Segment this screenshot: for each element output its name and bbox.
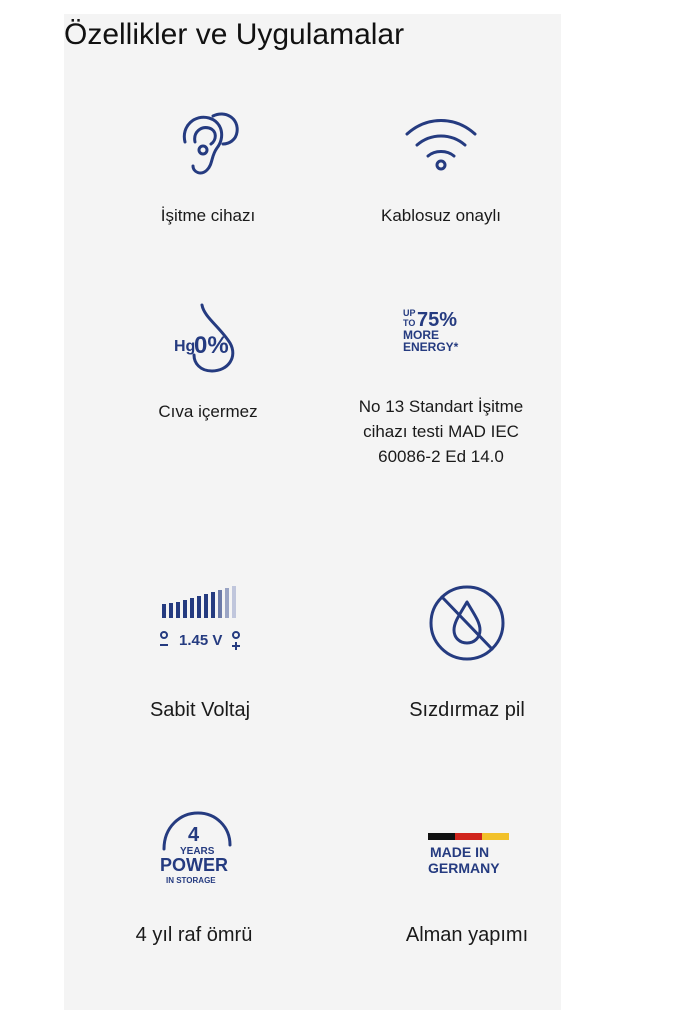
svg-text:ENERGY*: ENERGY* xyxy=(403,340,459,354)
svg-text:MORE: MORE xyxy=(403,328,439,342)
feature-constant-voltage xyxy=(80,580,320,730)
feature-label: Cıva içermez xyxy=(158,402,258,421)
no-leak-icon xyxy=(426,582,508,664)
feature-label: 4 yıl raf ömrü xyxy=(135,924,253,946)
svg-text:POWER: POWER xyxy=(160,855,229,875)
german-flag-icon xyxy=(422,829,512,881)
feature-wireless xyxy=(321,100,561,240)
page-title: Özellikler ve Uygulamalar xyxy=(64,18,405,51)
svg-text:Hg: Hg xyxy=(174,338,196,355)
svg-text:YEARS: YEARS xyxy=(180,846,215,857)
mercury-free-icon xyxy=(168,301,248,375)
feature-label: Kablosuz onaylı xyxy=(380,206,502,225)
svg-text:GERMANY: GERMANY xyxy=(428,860,500,876)
feature-mercury-free xyxy=(88,295,328,435)
feature-hearing-aid xyxy=(88,100,328,240)
feature-label: No 13 Standart İşitme cihazı testi MAD IEC 60086-2 Ed 14.0 xyxy=(358,397,524,466)
voltage-icon xyxy=(152,582,248,658)
feature-more-energy xyxy=(321,295,561,475)
feature-label: Sızdırmaz pil xyxy=(409,699,525,721)
feature-shelf-life xyxy=(74,805,314,955)
shelf-life-icon xyxy=(152,807,236,891)
svg-text:1.45 V: 1.45 V xyxy=(179,632,223,649)
feature-leak-proof xyxy=(347,580,587,730)
svg-text:TO: TO xyxy=(403,318,416,328)
svg-text:4: 4 xyxy=(188,824,200,846)
feature-label: İşitme cihazı xyxy=(160,206,256,225)
svg-text:0%: 0% xyxy=(194,332,229,359)
feature-label: Sabit Voltaj xyxy=(149,699,251,721)
feature-made-in-germany xyxy=(347,805,587,955)
svg-text:IN STORAGE: IN STORAGE xyxy=(166,876,216,885)
ear-icon xyxy=(173,108,243,180)
feature-label: Alman yapımı xyxy=(405,924,529,946)
more-energy-icon xyxy=(399,305,483,355)
svg-text:75%: 75% xyxy=(417,309,458,331)
wifi-icon xyxy=(401,114,481,174)
svg-text:MADE IN: MADE IN xyxy=(430,844,490,860)
svg-text:UP: UP xyxy=(403,308,416,318)
